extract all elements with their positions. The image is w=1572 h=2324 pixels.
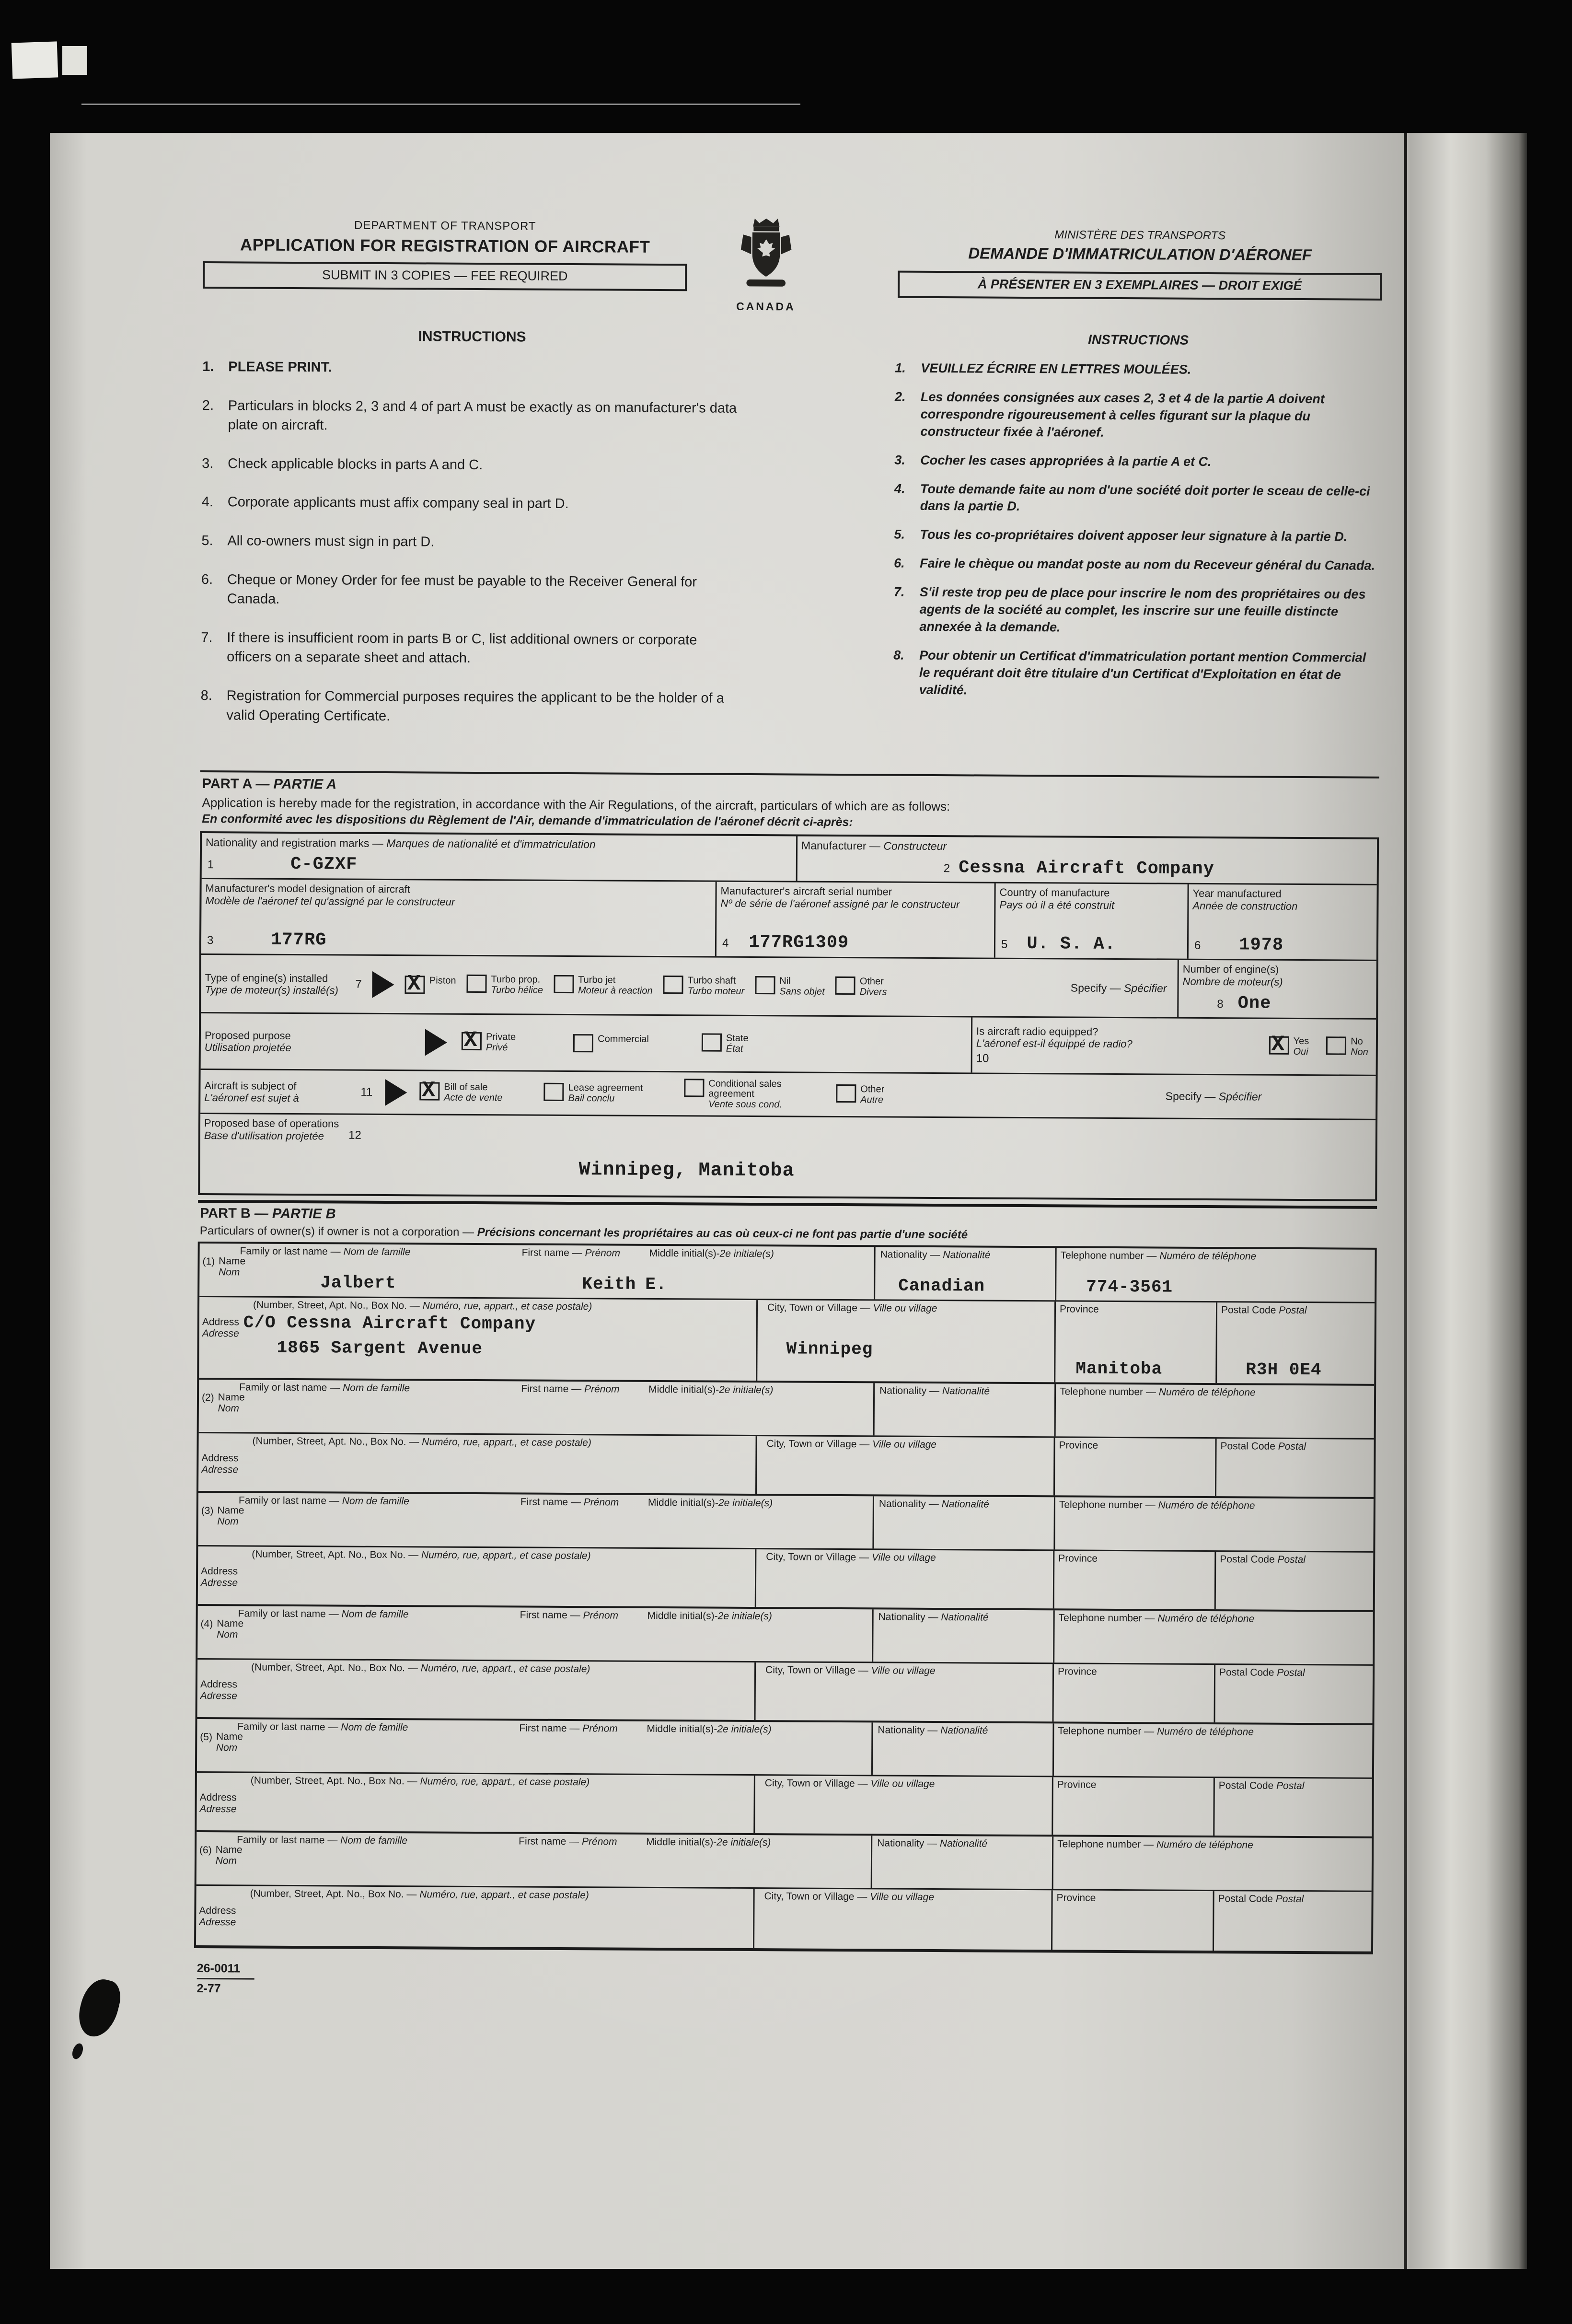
field-serial-number <box>717 882 996 958</box>
checkbox-private: X Private Privé <box>462 1032 516 1053</box>
header-french <box>898 213 1382 301</box>
province-label: Province <box>1059 1440 1098 1452</box>
field-model <box>201 879 717 956</box>
field-registration-marks <box>202 833 798 881</box>
postal-label: Postal Code Postal <box>1219 1667 1305 1679</box>
engine-count-value: One <box>1237 993 1271 1014</box>
instruction-item: 2. Les données consignées aux cases 2, 3 et 4 de la partie A doivent correspondre rigoureusement à celles figurant sur la plaque du constructeur fixée à l'aéronef. <box>894 389 1325 440</box>
part-a-row-6 <box>200 1114 1376 1199</box>
instructions-heading-en: INSTRUCTIONS <box>418 328 526 345</box>
part-b-intro-fr: Précisions concernant les propriétaires au cas où ceux-ci ne font pas partie d'une société <box>477 1226 968 1242</box>
checkbox-box <box>554 975 574 993</box>
street-label: (Number, Street, Apt. No., Box No. — Numéro, rue, appart., et case postale) <box>250 1775 590 1788</box>
nationality-label: Nationality — Nationalité <box>878 1724 988 1737</box>
owner-2-address-stub: Address Adresse <box>201 1452 239 1475</box>
checkbox-box <box>755 976 775 994</box>
field-5-number: 5 <box>1001 938 1008 952</box>
scanned-page <box>50 133 1527 2269</box>
city-label: City, Town or Village — Ville ou village <box>767 1302 937 1314</box>
field-aircraft-subject <box>200 1070 1376 1119</box>
field-1-label-fr: — Marques de nationalité et d'immatriculation <box>372 837 596 851</box>
field-6-number: 6 <box>1194 939 1201 953</box>
scan-artifact <box>12 41 58 79</box>
instruction-item: 7. If there is insufficient room in parts B or C, list additional owners or corporate officers on a separate sheet and attach. <box>201 629 697 666</box>
owner-1-first-value: Keith <box>582 1274 636 1295</box>
field-2-label-fr: — Constructeur <box>869 839 947 853</box>
postal-label: Postal Code Postal <box>1218 1893 1304 1905</box>
field-4-label-en: Manufacturer's aircraft serial number <box>720 885 892 898</box>
checkbox-state: State État <box>702 1034 749 1055</box>
instruction-item: 8. Registration for Commercial purposes requires the applicant to be the holder of a valid Operating Certificate. <box>200 687 724 724</box>
field-8-label-fr: Nombre de moteur(s) <box>1182 975 1283 988</box>
part-a-intro-fr: En conformité avec les dispositions du Règlement de l'Air, demande d'immatriculation de l'aéronef décrit ci-après: <box>202 812 853 829</box>
owner-1-city-value: Winnipeg <box>786 1339 873 1360</box>
checkbox-radio-no: No Non <box>1326 1037 1368 1058</box>
field-6-label-fr: Année de construction <box>1192 899 1298 912</box>
checkbox-box <box>544 1083 564 1101</box>
owner-1-address-row <box>199 1297 1375 1386</box>
serial-number-value: 177RG1309 <box>749 932 849 953</box>
first-name-label: First name — Prénom <box>519 1722 618 1734</box>
field-year <box>1189 884 1377 960</box>
field-radio-equipped <box>972 1018 1376 1075</box>
part-b-heading: PART B — PARTIE B <box>198 1200 1377 1229</box>
owner-1-postal-value: R3H 0E4 <box>1246 1360 1322 1380</box>
family-name-label: Family or last name — Nom de famille <box>237 1834 408 1847</box>
form-title-fr: DEMANDE D'IMMATRICULATION D'AÉRONEF <box>968 244 1312 264</box>
checkbox-box <box>462 1028 482 1053</box>
owner-5-name-row <box>197 1719 1373 1779</box>
field-8-label-en: Number of engine(s) <box>1182 963 1279 976</box>
checkbox-other-engine: Other Divers <box>835 976 887 998</box>
country-value: U. S. A. <box>1027 934 1116 955</box>
phone-label: Telephone number — Numéro de téléphone <box>1058 1612 1255 1625</box>
owner-1-nationality-value: Canadian <box>898 1276 985 1296</box>
checkbox-box <box>836 1084 856 1103</box>
first-name-label: First name — Prénom <box>520 1496 619 1508</box>
field-11-number: 11 <box>360 1085 373 1099</box>
owner-1-address-line-2: 1865 Sargent Avenue <box>277 1338 483 1359</box>
checkbox-box <box>419 1078 439 1103</box>
instruction-item: 4. Toute demande faite au nom d'une société doit porter le sceau de celle-ci dans la partie D. <box>894 481 1370 514</box>
nationality-label: Nationality — Nationalité <box>880 1249 991 1261</box>
header-emblem <box>687 212 845 314</box>
submit-note-en: SUBMIT IN 3 COPIES — FEE REQUIRED <box>203 261 687 291</box>
instruction-item: 4. Corporate applicants must affix company seal in part D. <box>201 494 569 512</box>
owner-5-name-stub: (5) Name Nom <box>200 1731 243 1754</box>
checkbox-turbo-shaft: Turbo shaft Turbo moteur <box>663 976 745 997</box>
family-name-label: Family or last name — Nom de famille <box>239 1382 410 1394</box>
field-1-number: 1 <box>207 858 214 872</box>
postal-label: Postal Code Postal <box>1221 1304 1307 1316</box>
field-3-label-en: Manufacturer's model designation of aircraft <box>205 882 410 895</box>
page-edge-shadow <box>1410 133 1527 2269</box>
field-4-number: 4 <box>722 937 729 950</box>
owner-1-address-line-1: C/O Cessna Aircraft Company <box>243 1313 536 1335</box>
form-revision: 2-77 <box>196 1982 221 1996</box>
checkbox-lease-agreement: Lease agreement Bail conclu <box>543 1083 643 1104</box>
checkbox-box <box>835 976 855 995</box>
field-5-label-fr: Pays où il a été construit <box>999 898 1115 911</box>
department-name-en: DEPARTMENT OF TRANSPORT <box>354 219 536 233</box>
owner-3-address-row <box>198 1546 1374 1612</box>
owner-2-address-row <box>198 1433 1374 1499</box>
field-10-label-fr: L'aéronef est-il équippé de radio? <box>976 1037 1133 1050</box>
postal-label: Postal Code Postal <box>1220 1441 1306 1452</box>
header-english <box>203 209 687 291</box>
field-2-number: 2 <box>943 862 950 875</box>
province-label: Province <box>1058 1553 1098 1565</box>
middle-initial-label: Middle initial(s)-2e initiale(s) <box>649 1248 774 1260</box>
field-3-label-fr: Modèle de l'aéronef tel qu'assigné par le constructeur <box>205 894 455 908</box>
first-name-label: First name — Prénom <box>521 1383 620 1395</box>
instruction-item: 6. Cheque or Money Order for fee must be payable to the Receiver General for Canada. <box>201 571 697 607</box>
part-a-heading: PART A — PARTIE A <box>200 770 1379 800</box>
instruction-item: 3. Cocher les cases appropriées à la partie A et C. <box>894 453 1212 469</box>
owner-2-name-row <box>199 1380 1375 1440</box>
field-engine-type <box>201 955 1179 1017</box>
checkbox-box <box>1269 1032 1289 1057</box>
field-12-label-fr: Base d'utilisation projetée <box>204 1129 324 1142</box>
field-11-label-en: Aircraft is subject of <box>204 1079 297 1092</box>
instruction-item: 1. PLEASE PRINT. <box>202 359 332 375</box>
field-manufacturer <box>798 837 1377 884</box>
owner-4-address-stub: Address Adresse <box>200 1679 237 1701</box>
instruction-item: 7. S'il reste trop peu de place pour inscrire le nom des propriétaires ou des agents de la société au complet, les inscrire sur une feuille distincte annexée à la demande. <box>893 584 1366 635</box>
street-label: (Number, Street, Apt. No., Box No. — Numéro, rue, appart., et case postale) <box>252 1435 591 1449</box>
scan-artifact <box>62 46 87 75</box>
year-value: 1978 <box>1239 935 1284 956</box>
field-9-label-fr: Utilisation projetée <box>204 1041 291 1054</box>
submit-note-fr: À PRÉSENTER EN 3 EXEMPLAIRES — DROIT EXIGÉ <box>898 271 1382 301</box>
field-10-label-en: Is aircraft radio equipped? <box>976 1025 1098 1038</box>
owner-4-name-row <box>197 1606 1373 1666</box>
checkbox-commercial: Commercial <box>573 1034 649 1053</box>
owner-5-address-stub: Address Adresse <box>199 1792 237 1814</box>
city-label: City, Town or Village — Ville ou village <box>764 1891 935 1903</box>
field-9-label-en: Proposed purpose <box>204 1029 291 1042</box>
owner-3-name-row <box>198 1493 1374 1553</box>
owner-1-middle-value: E. <box>645 1275 667 1295</box>
canada-coat-of-arms-icon <box>730 216 802 297</box>
checkbox-box <box>702 1034 722 1052</box>
part-a-row-5 <box>200 1070 1376 1120</box>
middle-initial-label: Middle initial(s)-2e initiale(s) <box>647 1723 772 1735</box>
middle-initial-label: Middle initial(s)-2e initiale(s) <box>647 1610 772 1622</box>
arrow-icon <box>385 1079 407 1106</box>
instruction-item: 6. Faire le chèque ou mandat poste au nom du Receveur général du Canada. <box>894 556 1375 573</box>
field-4-label-fr: Nº de série de l'aéronef assigné par le constructeur <box>720 897 960 911</box>
city-label: City, Town or Village — Ville ou village <box>766 1438 937 1451</box>
nationality-label: Nationality — Nationalité <box>879 1385 990 1397</box>
model-value: 177RG <box>271 930 327 951</box>
owner-6-name-row <box>196 1832 1372 1892</box>
field-6-label-en: Year manufactured <box>1192 887 1282 900</box>
postal-label: Postal Code Postal <box>1218 1780 1305 1792</box>
instruction-item: 1. VEUILLEZ ÉCRIRE EN LETTRES MOULÉES. <box>895 360 1191 377</box>
checkbox-mark: X <box>422 1078 436 1103</box>
part-a-table <box>198 831 1379 1201</box>
specify-label: Specify — Spécifier <box>1165 1090 1262 1104</box>
canada-wordmark: CANADA <box>736 300 796 313</box>
form-number: 26-0011 <box>196 1962 241 1975</box>
instruction-item: 3. Check applicable blocks in parts A and C. <box>202 455 483 473</box>
instruction-item: 5. All co-owners must sign in part D. <box>201 533 435 550</box>
arrow-icon <box>372 971 394 998</box>
owner-1-family-value: Jalbert <box>320 1273 396 1293</box>
base-of-operations-value: Winnipeg, Manitoba <box>578 1159 795 1182</box>
checkbox-box <box>663 976 683 994</box>
street-label: (Number, Street, Apt. No., Box No. — Numéro, rue, appart., et case postale) <box>250 1888 589 1901</box>
first-name-label: First name — Prénom <box>521 1247 621 1259</box>
part-a-row-3 <box>201 955 1376 1020</box>
city-label: City, Town or Village — Ville ou village <box>764 1778 935 1790</box>
footer-divider <box>197 1978 254 1980</box>
middle-initial-label: Middle initial(s)-2e initiale(s) <box>646 1836 771 1848</box>
field-11-label-fr: L'aéronef est sujet à <box>204 1091 299 1104</box>
field-2-label-en: Manufacturer <box>801 839 867 852</box>
manufacturer-value: Cessna Aircraft Company <box>959 858 1214 880</box>
postal-label: Postal Code Postal <box>1220 1554 1306 1566</box>
instruction-item: 8. Pour obtenir un Certificat d'immatriculation portant mention Commercial le requérant doit être titulaire d'un Certificat d'Exploitation en état de validité. <box>893 648 1366 697</box>
field-10-number: 10 <box>976 1052 989 1066</box>
checkbox-turbo-prop: Turbo prop. Turbo hélice <box>466 975 543 996</box>
owner-3-name-stub: (3) Name Nom <box>201 1505 244 1527</box>
instruction-item: 5. Tous les co-propriétaires doivent apposer leur signature à la partie D. <box>894 527 1348 544</box>
street-label: (Number, Street, Apt. No., Box No. — Numéro, rue, appart., et case postale) <box>251 1662 590 1675</box>
owner-6-address-row <box>196 1886 1372 1952</box>
checkbox-box <box>405 971 425 997</box>
field-3-number: 3 <box>207 934 214 947</box>
field-7-label-en: Type of engine(s) installed <box>205 971 328 985</box>
family-name-label: Family or last name — Nom de famille <box>240 1245 411 1258</box>
owner-6-name-stub: (6) Name Nom <box>199 1844 243 1867</box>
field-7-label-fr: Type de moteur(s) installé(s) <box>205 983 338 997</box>
checkbox-box <box>466 975 486 993</box>
owner-6-address-stub: Address Adresse <box>199 1905 236 1928</box>
field-5-label-en: Country of manufacture <box>999 886 1110 899</box>
checkbox-conditional-sales: Conditional sales agreement Vente sous cond. <box>684 1079 804 1110</box>
street-label: (Number, Street, Apt. No., Box No. — Numéro, rue, appart., et case postale) <box>253 1299 592 1313</box>
field-12-label-en: Proposed base of operations <box>204 1117 339 1130</box>
page-fold-line <box>1404 133 1407 2269</box>
checkbox-radio-yes: X Yes Oui <box>1269 1036 1309 1057</box>
phone-label: Telephone number — Numéro de téléphone <box>1060 1386 1256 1398</box>
checkbox-bill-of-sale: X Bill of sale Acte de vente <box>419 1082 503 1104</box>
middle-initial-label: Middle initial(s)-2e initiale(s) <box>648 1384 774 1396</box>
form-title-en: APPLICATION FOR REGISTRATION OF AIRCRAFT <box>240 235 650 256</box>
field-7-number: 7 <box>355 977 362 991</box>
department-name-fr: MINISTÈRE DES TRANSPORTS <box>1054 228 1226 243</box>
field-8-number: 8 <box>1217 998 1224 1011</box>
instruction-item: 2. Particulars in blocks 2, 3 and 4 of part A must be exactly as on manufacturer's data plate on aircraft. <box>202 397 737 433</box>
phone-label: Telephone number — Numéro de téléphone <box>1057 1838 1253 1851</box>
nationality-label: Nationality — Nationalité <box>878 1498 989 1511</box>
street-label: (Number, Street, Apt. No., Box No. — Numéro, rue, appart., et case postale) <box>252 1548 591 1562</box>
owner-5-address-row <box>196 1773 1372 1838</box>
province-label: Province <box>1057 1779 1097 1791</box>
checkbox-box <box>1326 1037 1346 1055</box>
family-name-label: Family or last name — Nom de famille <box>238 1608 409 1620</box>
instructions-english <box>200 327 742 747</box>
province-label: Province <box>1056 1892 1096 1904</box>
owner-1-phone-value: 774-3561 <box>1086 1277 1173 1298</box>
owner-2-name-stub: (2) Name Nom <box>201 1392 245 1414</box>
checkbox-box <box>573 1034 593 1052</box>
checkbox-piston: X Piston <box>405 976 456 994</box>
phone-label: Telephone number — Numéro de téléphone <box>1059 1499 1255 1511</box>
city-label: City, Town or Village — Ville ou village <box>765 1664 936 1677</box>
owner-4-name-stub: (4) Name Nom <box>200 1618 244 1640</box>
owner-1-address-stub: Address Adresse <box>202 1316 239 1339</box>
nationality-label: Nationality — Nationalité <box>877 1837 988 1850</box>
owner-4-address-row <box>197 1660 1373 1725</box>
part-b-table <box>194 1242 1377 1954</box>
owner-1-name-row <box>199 1243 1375 1303</box>
part-a-intro-en: Application is hereby made for the registration, in accordance with the Air Regulations, of the aircraft, particulars of which are as follows: <box>202 795 950 814</box>
first-name-label: First name — Prénom <box>520 1609 619 1621</box>
instructions-section <box>200 327 1382 750</box>
scan-scratch <box>81 104 800 105</box>
checkbox-mark: X <box>463 1028 477 1053</box>
family-name-label: Family or last name — Nom de famille <box>237 1721 408 1733</box>
specify-label: Specify — Spécifier <box>1070 981 1167 995</box>
first-name-label: First name — Prénom <box>519 1836 617 1848</box>
form-header <box>203 209 1382 316</box>
checkbox-box <box>684 1079 704 1097</box>
checkbox-other-subject: Other Autre <box>836 1084 884 1105</box>
instructions-french <box>893 331 1382 750</box>
province-label: Province <box>1057 1666 1097 1678</box>
form-footer <box>194 1962 1373 2002</box>
phone-label: Telephone number — Numéro de téléphone <box>1060 1250 1257 1262</box>
part-a-row-2 <box>201 879 1377 961</box>
owner-1-name-stub: (1) Name Nom <box>202 1255 246 1278</box>
part-a-row-1 <box>202 833 1377 885</box>
part-a-intro <box>200 794 1379 837</box>
checkbox-turbo-jet: Turbo jet Moteur à reaction <box>554 975 653 996</box>
field-base-of-operations <box>200 1114 1376 1199</box>
nationality-label: Nationality — Nationalité <box>878 1611 989 1624</box>
province-label: Province <box>1059 1303 1099 1315</box>
owner-3-address-stub: Address Adresse <box>200 1566 238 1588</box>
field-12-number: 12 <box>348 1128 361 1142</box>
registration-form <box>194 209 1382 2002</box>
owner-1-province-value: Manitoba <box>1075 1359 1163 1379</box>
city-label: City, Town or Village — Ville ou village <box>766 1551 936 1564</box>
family-name-label: Family or last name — Nom de famille <box>238 1495 409 1507</box>
part-b-intro-en: Particulars of owner(s) if owner is not a corporation — <box>199 1224 474 1239</box>
checkbox-nil: Nil Sans objet <box>755 976 825 997</box>
instructions-heading-fr: INSTRUCTIONS <box>1088 332 1189 348</box>
phone-label: Telephone number — Numéro de téléphone <box>1058 1725 1254 1738</box>
part-a-row-4 <box>201 1013 1376 1076</box>
middle-initial-label: Middle initial(s)-2e initiale(s) <box>647 1497 773 1509</box>
arrow-icon <box>425 1029 447 1056</box>
field-engine-count <box>1179 960 1376 1018</box>
field-proposed-purpose <box>201 1013 973 1072</box>
field-country <box>995 883 1189 959</box>
registration-marks-value: C-GZXF <box>290 854 358 875</box>
field-1-label-en: Nationality and registration marks <box>206 836 370 850</box>
checkbox-mark: X <box>407 971 421 997</box>
checkbox-mark: X <box>1271 1032 1285 1057</box>
